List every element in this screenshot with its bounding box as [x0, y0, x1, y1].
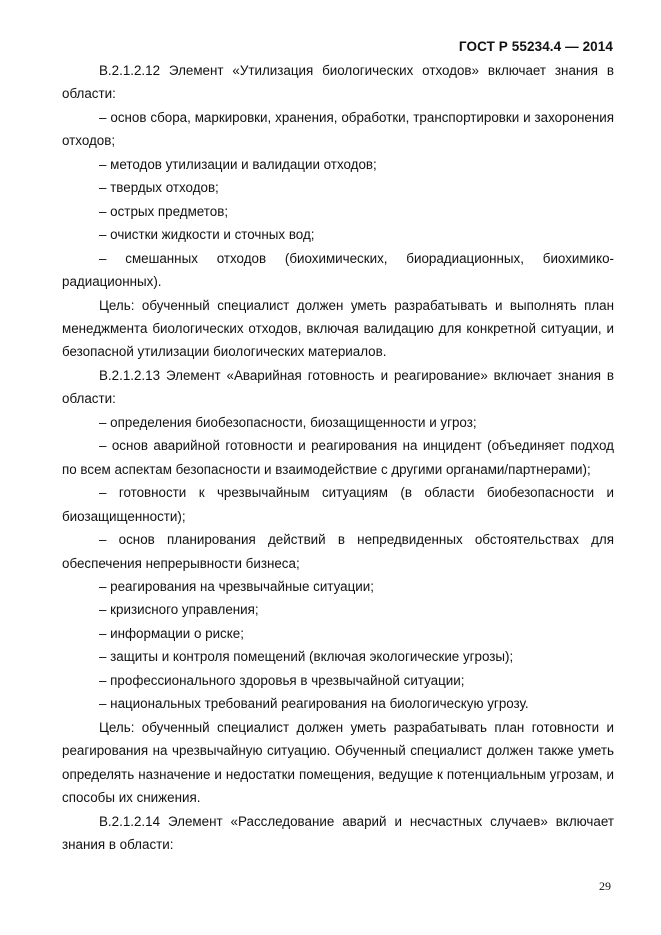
- list-item: – определения биобезопасности, биозащищенности и угроз;: [99, 414, 477, 430]
- list-item: – кризисного управления;: [99, 602, 259, 618]
- list-item: – основ сбора, маркировки, хранения, обработки, транспортировки и захоронения отходов;: [62, 109, 614, 149]
- list-item: – профессионального здоровья в чрезвычайной ситуации;: [99, 672, 465, 688]
- document-body: [62, 59, 614, 856]
- goal-paragraph: Цель: обученный специалист должен уметь разрабатывать и выполнять план менеджмента биологических отходов, включая валидацию для конкретной ситуации, и безопасной утилизации биологических материалов.: [62, 297, 614, 360]
- list-item: – реагирования на чрезвычайные ситуации;: [99, 578, 374, 594]
- section-heading-b21214: В.2.1.2.14 Элемент «Расследование аварий и несчастных случаев» включает знания в области:: [62, 813, 614, 852]
- section-heading-b21212: В.2.1.2.12 Элемент «Утилизация биологических отходов» включает знания в области:: [62, 63, 614, 102]
- list-item: – национальных требований реагирования на биологическую угрозу.: [99, 696, 529, 712]
- list-item: – информации о риске;: [99, 625, 244, 641]
- list-item: – защиты и контроля помещений (включая экологические угрозы);: [99, 649, 514, 665]
- section-heading-b21213: В.2.1.2.13 Элемент «Аварийная готовность и реагирование» включает знания в области:: [62, 367, 614, 407]
- list-item: – основ аварийной готовности и реагирования на инцидент (объединяет подход по всем аспектам безопасности и взаимодействие с другими органами/партнерами);: [62, 438, 614, 477]
- list-item: – очистки жидкости и сточных вод;: [99, 227, 315, 243]
- list-item: – твердых отходов;: [99, 180, 219, 196]
- page-number: 29: [599, 879, 611, 893]
- list-item: – методов утилизации и валидации отходов;: [99, 156, 377, 172]
- list-item: – острых предметов;: [99, 203, 229, 219]
- list-item: – смешанных отходов (биохимических, биорадиационных, биохимико-радиационных).: [62, 250, 614, 290]
- list-item: – готовности к чрезвычайным ситуациям (в области биобезопасности и биозащищенности);: [62, 485, 614, 524]
- document-header: ГОСТ Р 55234.4 — 2014: [458, 39, 613, 54]
- list-item: – основ планирования действий в непредвиденных обстоятельствах для обеспечения непрерывности бизнеса;: [62, 532, 614, 571]
- goal-paragraph: Цель: обученный специалист должен уметь разрабатывать план готовности и реагирования на чрезвычайную ситуацию. Обученный специалист должен также уметь определять назначение и недостатки помещения, ведущие к потенциальным угрозам, и способы их снижения.: [62, 719, 614, 806]
